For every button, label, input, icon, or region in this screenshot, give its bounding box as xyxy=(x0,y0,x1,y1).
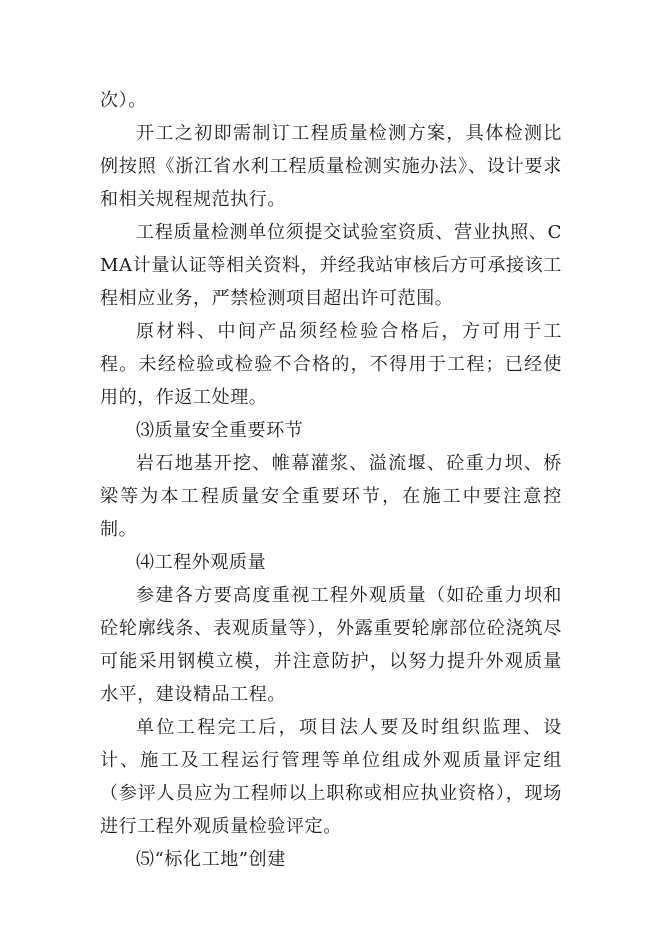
section-heading-standard-site: ⑸“标化工地”创建 xyxy=(136,849,286,870)
paragraph-testing-plan: 开工之初即需制订工程质量检测方案，具体检测比例按照《浙江省水利工程质量检测实施办法》、设计要求和相关规程规范执行。 xyxy=(100,123,562,210)
paragraph-continuation: 次）。 xyxy=(100,90,147,111)
section-heading-quality-safety: ⑶质量安全重要环节 xyxy=(136,420,304,441)
paragraph-key-links: 岩石地基开挖、帷幕灌浆、溢流堰、砼重力坝、桥梁等为本工程质量安全重要环节，在施工中要注意控制。 xyxy=(100,453,562,540)
paragraph-testing-unit: 工程质量检测单位须提交试验室资质、营业执照、CMA计量认证等相关资料，并经我站审核后方可承接该工程相应业务，严禁检测项目超出许可范围。 xyxy=(100,222,562,309)
paragraph-appearance-quality: 参建各方要高度重视工程外观质量（如砼重力坝和砼轮廓线条、表观质量等），外露重要轮廓部位砼浇筑尽可能采用钢模立模，并注意防护，以努力提升外观质量水平，建设精品工程。 xyxy=(100,585,562,705)
paragraph-appearance-evaluation: 单位工程完工后，项目法人要及时组织监理、设计、施工及工程运行管理等单位组成外观质量评定组（参评人员应为工程师以上职称或相应执业资格），现场进行工程外观质量检验评定。 xyxy=(100,717,562,837)
paragraph-materials: 原材料、中间产品须经检验合格后，方可用于工程。未经检验或检验不合格的，不得用于工程；已经使用的，作返工处理。 xyxy=(100,321,562,408)
section-heading-appearance: ⑷工程外观质量 xyxy=(136,552,267,573)
